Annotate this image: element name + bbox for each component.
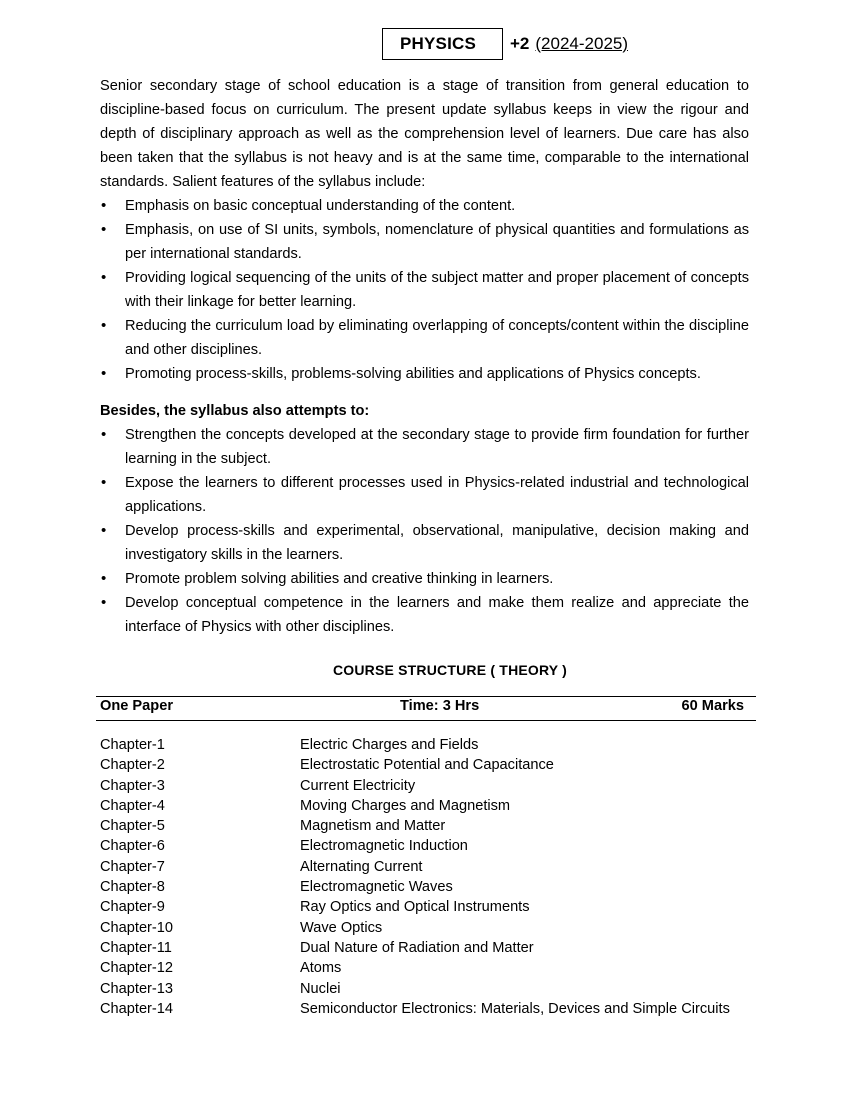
- document-header: [382, 27, 628, 61]
- besides-heading: Besides, the syllabus also attempts to:: [100, 403, 370, 419]
- table-row: [100, 999, 760, 1019]
- intro-paragraph: Senior secondary stage of school education is a stage of transition from general education to discipline-based focus on curriculum. The present update syllabus keeps in view the rigour and depth of disciplinary approach as well as the comprehension level of learners. Due care has also been taken that the syllabus is not heavy and is at the same time, comparable to the international standards. Salient features of the syllabus include:: [100, 78, 749, 190]
- chapter-title: Wave Optics: [300, 919, 383, 936]
- paper-label: One Paper: [100, 698, 173, 714]
- chapter-title: Moving Charges and Magnetism: [300, 797, 511, 814]
- chapter-number: Chapter-7: [100, 858, 165, 875]
- table-row: [100, 877, 760, 897]
- chapter-title: Alternating Current: [300, 858, 423, 875]
- course-structure-title: COURSE STRUCTURE ( THEORY ): [332, 662, 568, 678]
- chapter-title: Electrostatic Potential and Capacitance: [300, 757, 554, 774]
- chapter-title: Current Electricity: [300, 777, 416, 794]
- chapter-number: Chapter-9: [100, 899, 165, 916]
- table-row: [100, 816, 760, 836]
- chapter-number: Chapter-8: [100, 879, 165, 896]
- table-row: [100, 776, 760, 796]
- chapter-number: Chapter-12: [100, 960, 174, 977]
- chapter-number: Chapter-13: [100, 980, 174, 997]
- chapter-number: Chapter-14: [100, 1000, 174, 1017]
- chapter-title: Electric Charges and Fields: [300, 737, 479, 753]
- syllabus-content: [100, 74, 749, 639]
- chapter-title: Ray Optics and Optical Instruments: [300, 899, 530, 916]
- table-row: [100, 938, 760, 958]
- chapter-table: [100, 735, 760, 1019]
- grade-label: +2: [510, 34, 530, 53]
- chapter-title: Atoms: [300, 960, 342, 977]
- session-label: (2024-2025): [535, 34, 629, 53]
- list-item: • Providing logical sequencing of the units of the subject matter and proper placement of concepts with their linkage for better learning.: [100, 266, 749, 314]
- features-list: [100, 194, 749, 386]
- table-row: [100, 735, 760, 755]
- chapter-title: Semiconductor Electronics: Materials, Devices and Simple Circuits: [300, 1000, 730, 1017]
- list-item: • Expose the learners to different processes used in Physics-related industrial and technological applications.: [100, 471, 749, 519]
- chapter-number: Chapter-1: [100, 737, 165, 753]
- chapter-title: Magnetism and Matter: [300, 818, 446, 835]
- paper-time: Time: 3 Hrs: [400, 698, 480, 714]
- chapter-number: Chapter-4: [100, 797, 165, 814]
- subject-title: PHYSICS: [382, 28, 503, 60]
- chapter-title: Electromagnetic Induction: [300, 838, 468, 855]
- attempts-list: [100, 423, 749, 639]
- chapter-title: Nuclei: [300, 980, 341, 997]
- chapter-number: Chapter-3: [100, 777, 165, 794]
- table-row: [100, 796, 760, 816]
- list-item: • Reducing the curriculum load by eliminating overlapping of concepts/content within the discipline and other disciplines.: [100, 314, 749, 362]
- list-item: • Promote problem solving abilities and creative thinking in learners.: [100, 567, 749, 591]
- chapter-title: Electromagnetic Waves: [300, 879, 453, 896]
- table-row: [100, 857, 760, 877]
- list-item: • Develop conceptual competence in the learners and make them realize and appreciate the interface of Physics with other disciplines.: [100, 591, 749, 639]
- table-row: [100, 897, 760, 917]
- table-row: [100, 958, 760, 978]
- list-item: • Emphasis, on use of SI units, symbols, nomenclature of physical quantities and formulations as per international standards.: [100, 218, 749, 266]
- list-item: • Strengthen the concepts developed at the secondary stage to provide firm foundation for further learning in the subject.: [100, 423, 749, 471]
- list-item: • Emphasis on basic conceptual understanding of the content.: [100, 194, 749, 218]
- chapter-title: Dual Nature of Radiation and Matter: [300, 939, 534, 956]
- divider-bottom: [96, 720, 756, 721]
- list-item: • Promoting process-skills, problems-solving abilities and applications of Physics concepts.: [100, 362, 749, 386]
- divider-top: [96, 696, 756, 697]
- table-row: [100, 918, 760, 938]
- chapter-number: Chapter-5: [100, 818, 165, 835]
- chapter-number: Chapter-6: [100, 838, 165, 855]
- chapter-number: Chapter-10: [100, 919, 174, 936]
- paper-marks: 60 Marks: [681, 698, 744, 714]
- table-row: [100, 836, 760, 856]
- paper-info-row: [100, 698, 744, 718]
- list-item: • Develop process-skills and experimental, observational, manipulative, decision making and investigatory skills in the learners.: [100, 519, 749, 567]
- table-row: [100, 755, 760, 775]
- chapter-number: Chapter-11: [100, 939, 172, 956]
- chapter-number: Chapter-2: [100, 757, 165, 774]
- table-row: [100, 979, 760, 999]
